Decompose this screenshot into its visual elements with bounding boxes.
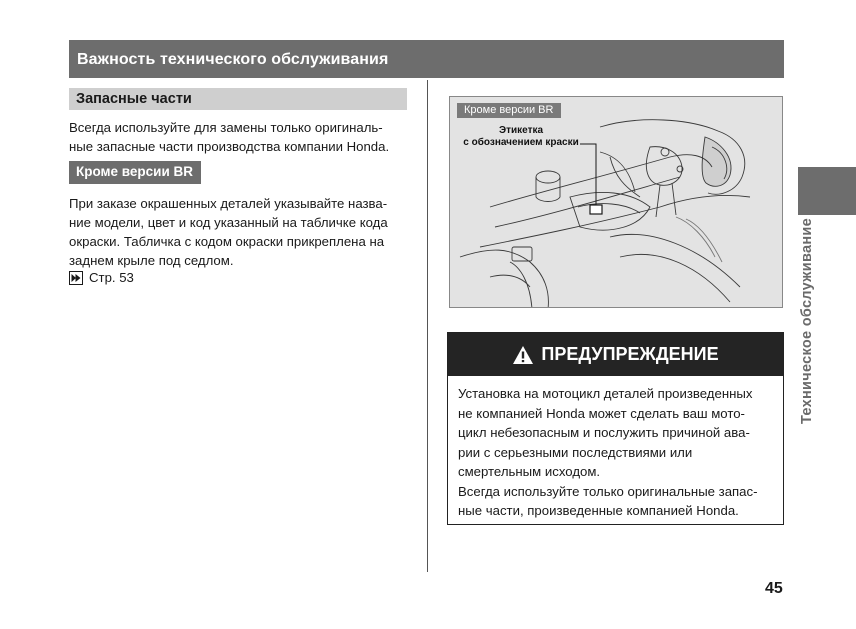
side-tab-label: Техническое обслуживание [799, 218, 815, 424]
warning-line: рии с серьезными последствиями или [458, 444, 693, 460]
warning-box [447, 332, 784, 525]
page-title: Важность технического обслуживания [77, 51, 389, 68]
paragraph-paint-code [69, 194, 409, 270]
version-badge [69, 161, 201, 184]
warning-triangle-icon [512, 345, 534, 365]
text-line: окраски. Табличка с кодом окраски прикреплена на [69, 234, 385, 249]
text-line: ные запасные части производства компании Honda. [69, 139, 390, 154]
warning-title: ПРЕДУПРЕЖДЕНИЕ [541, 344, 719, 364]
page-reference-text[interactable]: Стр. 53 [89, 270, 134, 285]
figure-callout [462, 125, 580, 149]
text-line: При заказе окрашенных деталей указывайте назва- [69, 196, 388, 211]
text-line: Всегда используйте для замены только оригиналь- [69, 120, 383, 135]
column-divider [427, 80, 428, 572]
figure-badge-label: Кроме версии BR [464, 104, 554, 116]
section-title: Запасные части [76, 91, 192, 107]
warning-line: не компанией Honda может сделать ваш мото- [458, 405, 745, 421]
arrow-reference-icon [69, 271, 83, 285]
figure-version-badge [457, 103, 561, 118]
warning-line: Всегда используйте только оригинальные запас- [458, 483, 758, 499]
callout-line: Этикетка [498, 125, 544, 136]
side-tab-marker [798, 167, 856, 215]
warning-line: смертельным исходом. [458, 464, 601, 479]
warning-header [448, 333, 783, 376]
text-line: заднем крыле под седлом. [69, 253, 234, 268]
page-header [69, 40, 784, 78]
warning-line: ные части, произведенные компанией Honda. [458, 503, 739, 518]
paragraph-original-parts [69, 118, 409, 156]
figure-illustration [449, 96, 783, 308]
warning-body [448, 376, 783, 521]
warning-line: цикл небезопасным и послужить причиной ава- [458, 425, 750, 440]
section-heading [69, 88, 407, 110]
warning-line: Установка на мотоцикл деталей произведенных [458, 386, 753, 401]
callout-line: с обозначением краски [463, 137, 579, 148]
page-number: 45 [765, 580, 783, 597]
text-line: ние модели, цвет и код указанный на табличке кода [69, 215, 388, 230]
version-badge-label: Кроме версии BR [76, 164, 194, 179]
page-reference[interactable] [69, 270, 134, 285]
